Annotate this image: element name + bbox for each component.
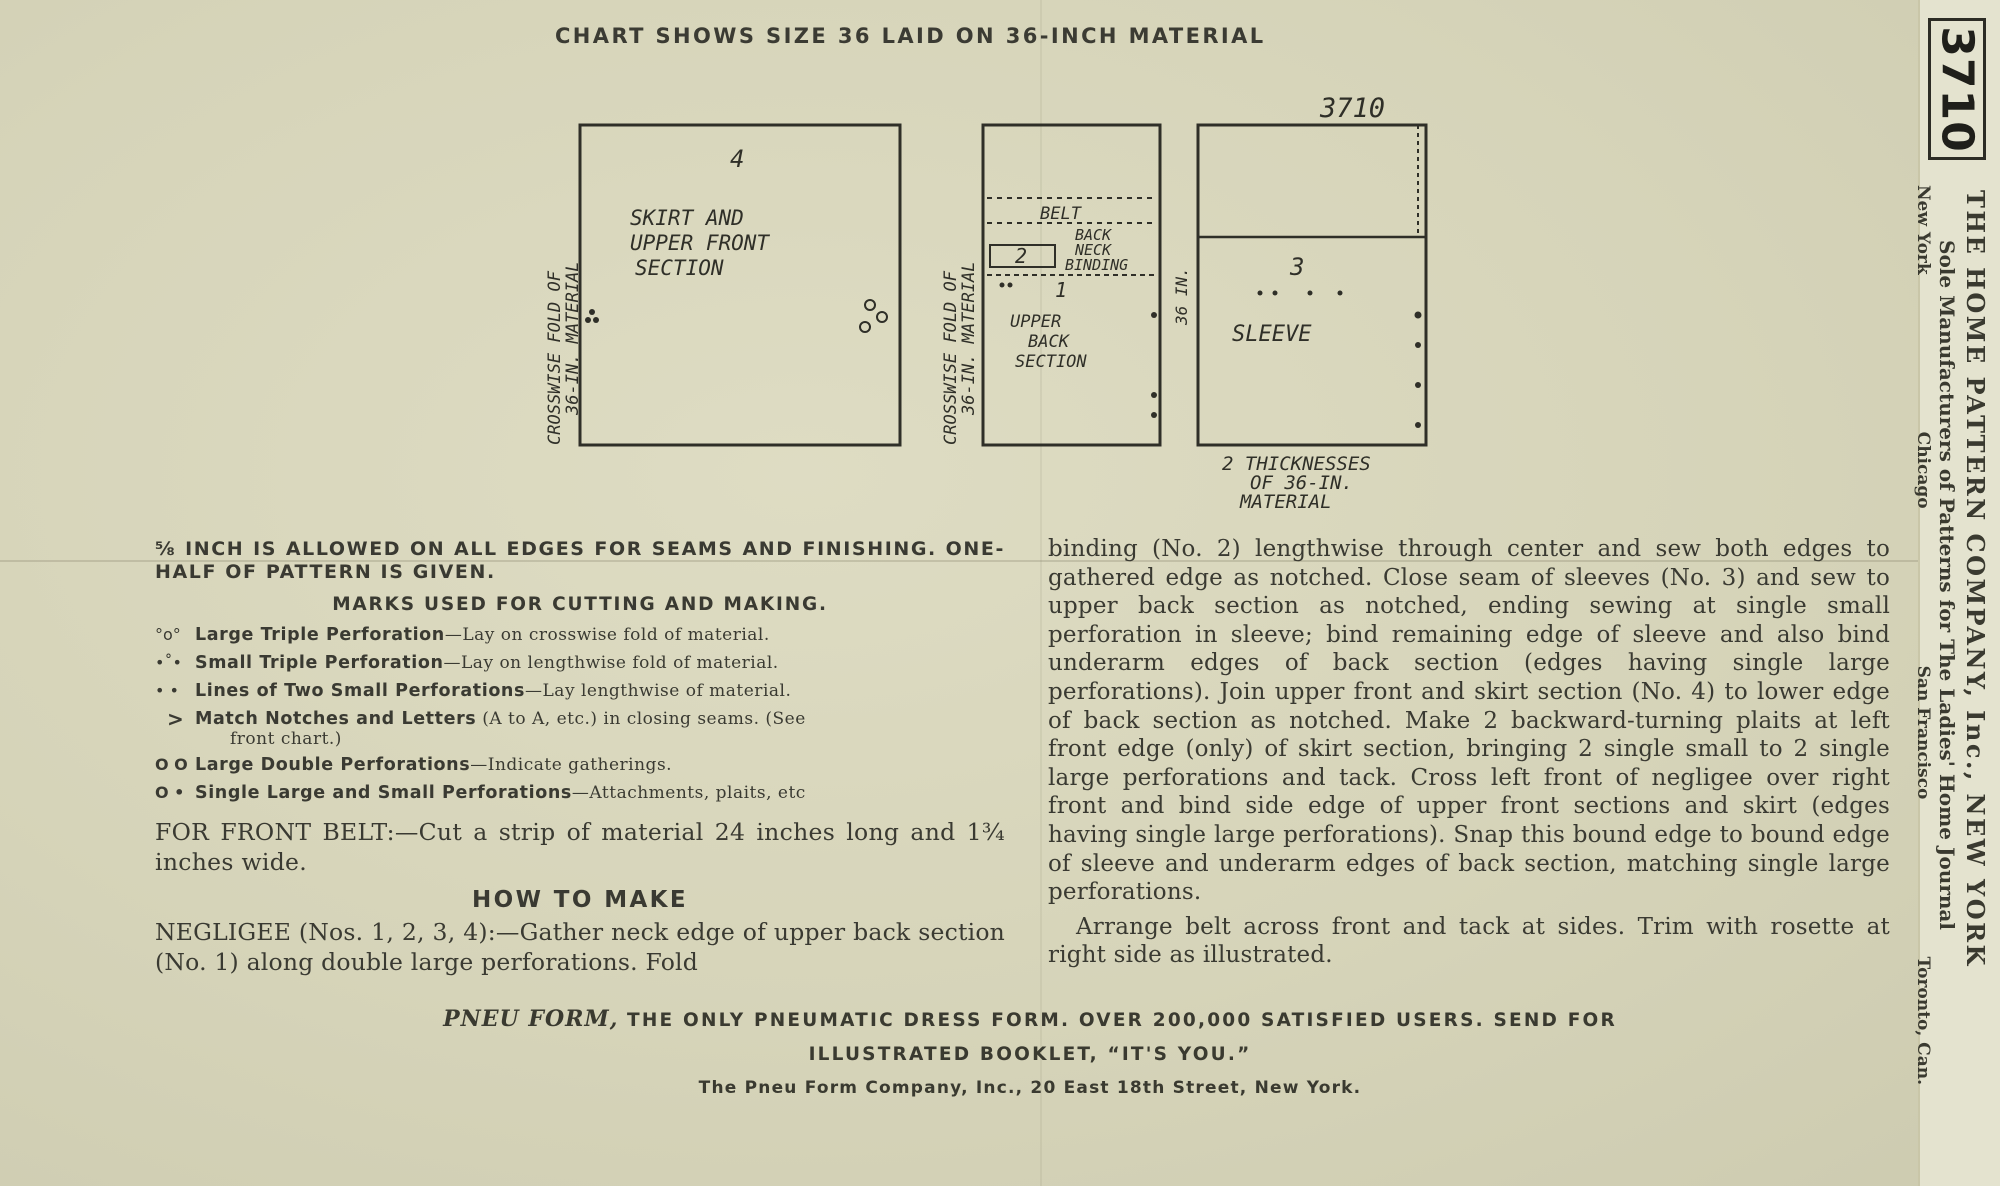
fold-label-mid-1: CROSSWISE FOLD OF (941, 271, 961, 445)
instructions-left-column (155, 538, 1005, 977)
piece-4-label-1: SKIRT AND (630, 206, 744, 230)
pattern-number: 3710 (1931, 25, 1983, 153)
notches-continued: front chart.) (230, 729, 342, 749)
city: Toronto, Can. (1913, 956, 1933, 1085)
allowance-text: INCH IS ALLOWED ON ALL EDGES FOR SEAMS AND FINISHING. ONE-HALF OF PATTERN IS GIVEN. (155, 538, 1005, 583)
ad-line-2: ILLUSTRATED BOOKLET, “IT'S YOU.” (808, 1044, 1252, 1065)
large-triple-perforation-icon: °o° (155, 625, 181, 644)
piece-2-number: 2 (1015, 244, 1028, 268)
ad-text: THE ONLY PNEUMATIC DRESS FORM. OVER 200,000 SATISFIED USERS. SEND FOR (618, 1010, 1617, 1031)
city: Chicago (1913, 431, 1933, 509)
marks-heading: MARKS USED FOR CUTTING AND MAKING. (332, 594, 828, 615)
mark-term: Small Triple Perforation (195, 653, 444, 673)
mark-large-triple (155, 623, 1005, 647)
mark-term: Lines of Two Small Perforations (195, 681, 526, 701)
ad-line-1 (330, 1002, 1730, 1038)
how-to-make-heading: HOW TO MAKE (471, 887, 689, 913)
mark-term: Single Large and Small Perforations (195, 783, 572, 803)
piece-4-outline (580, 125, 900, 445)
ad-address: The Pneu Form Company, Inc., 20 East 18th Street, New York. (698, 1078, 1362, 1098)
cutting-layout-diagram (540, 95, 1490, 515)
mark-term: Match Notches and Letters (195, 709, 477, 729)
piece-4-label-2: UPPER FRONT (630, 231, 770, 255)
ad-brand: PNEU FORM, (443, 1006, 619, 1032)
mark-term: Large Double Perforations (195, 755, 471, 775)
company-cities (1913, 10, 1933, 1085)
width-label: 36 IN. (1172, 267, 1191, 325)
fold-label-left-1: CROSSWISE FOLD OF (545, 271, 565, 445)
piece-3-outline (1198, 125, 1426, 445)
thickness-label-3: MATERIAL (1240, 491, 1332, 513)
thickness-label-1: 2 THICKNESSES (1222, 453, 1371, 475)
chart-title: CHART SHOWS SIZE 36 LAID ON 36-INCH MATERIAL (555, 24, 1266, 48)
city: San Francisco (1913, 665, 1933, 800)
mark-desc: —Lay on crosswise fold of material. (444, 625, 770, 645)
company-tagline: Sole Manufacturers of Patterns for The Ladies' Home Journal (1935, 240, 1959, 930)
mark-desc: —Lay on lengthwise fold of material. (443, 653, 779, 673)
thickness-label-2: OF 36-IN. (1250, 472, 1353, 494)
piece-4-number: 4 (730, 145, 745, 173)
fold-label-mid-2: 36-IN. MATERIAL (959, 261, 979, 415)
mark-small-triple (155, 651, 1005, 675)
instructions-continued: binding (No. 2) lengthwise through center and sew both edges to gathered edge as notched. Close seam of sleeves (No. 3) and sew to upper back section as notched, ending sewing at single small perforation in sleeve; bind remaining edge of sleeve and also bind underarm edges of back section (edges having single large perforations). Join upper front and skirt section (No. 4) to lower edge of back section as notched. Make 2 backward-turning plaits at left front edge (only) of skirt section, bringing 2 single small to 2 single large perforations and tack. Cross left front of negligee over right front and bind side edge of upper front sections and skirt (edges having single large perforations). Snap this bound edge to bound edge of sleeve and underarm edges of back section, matching single large perforations. (1048, 536, 1890, 906)
large-double-perforation-icon: O O (155, 755, 188, 774)
mark-desc: —Lay lengthwise of material. (525, 681, 792, 701)
small-triple-perforation-icon: •˚• (155, 653, 182, 672)
city: New York (1913, 185, 1933, 275)
allowance-fraction: ⅝ (155, 538, 177, 560)
fold-label-left-2: 36-IN. MATERIAL (563, 261, 583, 415)
single-large-small-perforation-icon: O • (155, 783, 185, 802)
negligee-instructions: NEGLIGEE (Nos. 1, 2, 3, 4):—Gather neck edge of upper back section (No. 1) along double large perforations. Fold (155, 918, 1005, 976)
diagram-pattern-number: 3710 (1320, 95, 1386, 124)
belt-trim-instructions: Arrange belt across front and tack at sides. Trim with rosette at right side as illustrated. (1048, 913, 1890, 969)
piece-1-number: 1 (1055, 278, 1068, 302)
piece-4-label-3: SECTION (635, 256, 724, 280)
piece-1-label-3: SECTION (1015, 352, 1087, 372)
mark-two-small (155, 679, 1005, 703)
front-belt-instructions: FOR FRONT BELT:—Cut a strip of material 24 inches long and 1¾ inches wide. (155, 818, 1005, 876)
company-imprint (1913, 10, 1990, 1180)
binding-label-2: NECK (1075, 241, 1112, 259)
company-name: THE HOME PATTERN COMPANY, Inc., NEW YORK (1961, 190, 1990, 968)
mark-term: Large Triple Perforation (195, 625, 445, 645)
mark-single-large-small (155, 781, 1005, 805)
mark-desc: (A to A, etc.) in closing seams. (See (476, 709, 806, 729)
binding-label-1: BACK (1075, 226, 1112, 244)
mark-large-double (155, 753, 1005, 777)
pneu-form-advertisement (330, 1002, 1730, 1098)
two-small-perforations-icon: • • (155, 681, 179, 700)
mark-desc: —Attachments, plaits, etc (571, 783, 806, 803)
mark-desc: —Indicate gatherings. (470, 755, 673, 775)
seam-allowance-note (155, 538, 1005, 584)
piece-1-label-2: BACK (1028, 332, 1069, 352)
binding-label-3: BINDING (1065, 256, 1129, 274)
belt-label: BELT (1040, 204, 1081, 224)
mark-notches (155, 707, 1005, 731)
notch-arrow-icon: > (167, 707, 184, 731)
piece-1-label-1: UPPER (1010, 312, 1062, 332)
piece-3-label: SLEEVE (1232, 322, 1312, 347)
instructions-right-column (1048, 535, 1890, 970)
piece-3-number: 3 (1290, 253, 1305, 281)
